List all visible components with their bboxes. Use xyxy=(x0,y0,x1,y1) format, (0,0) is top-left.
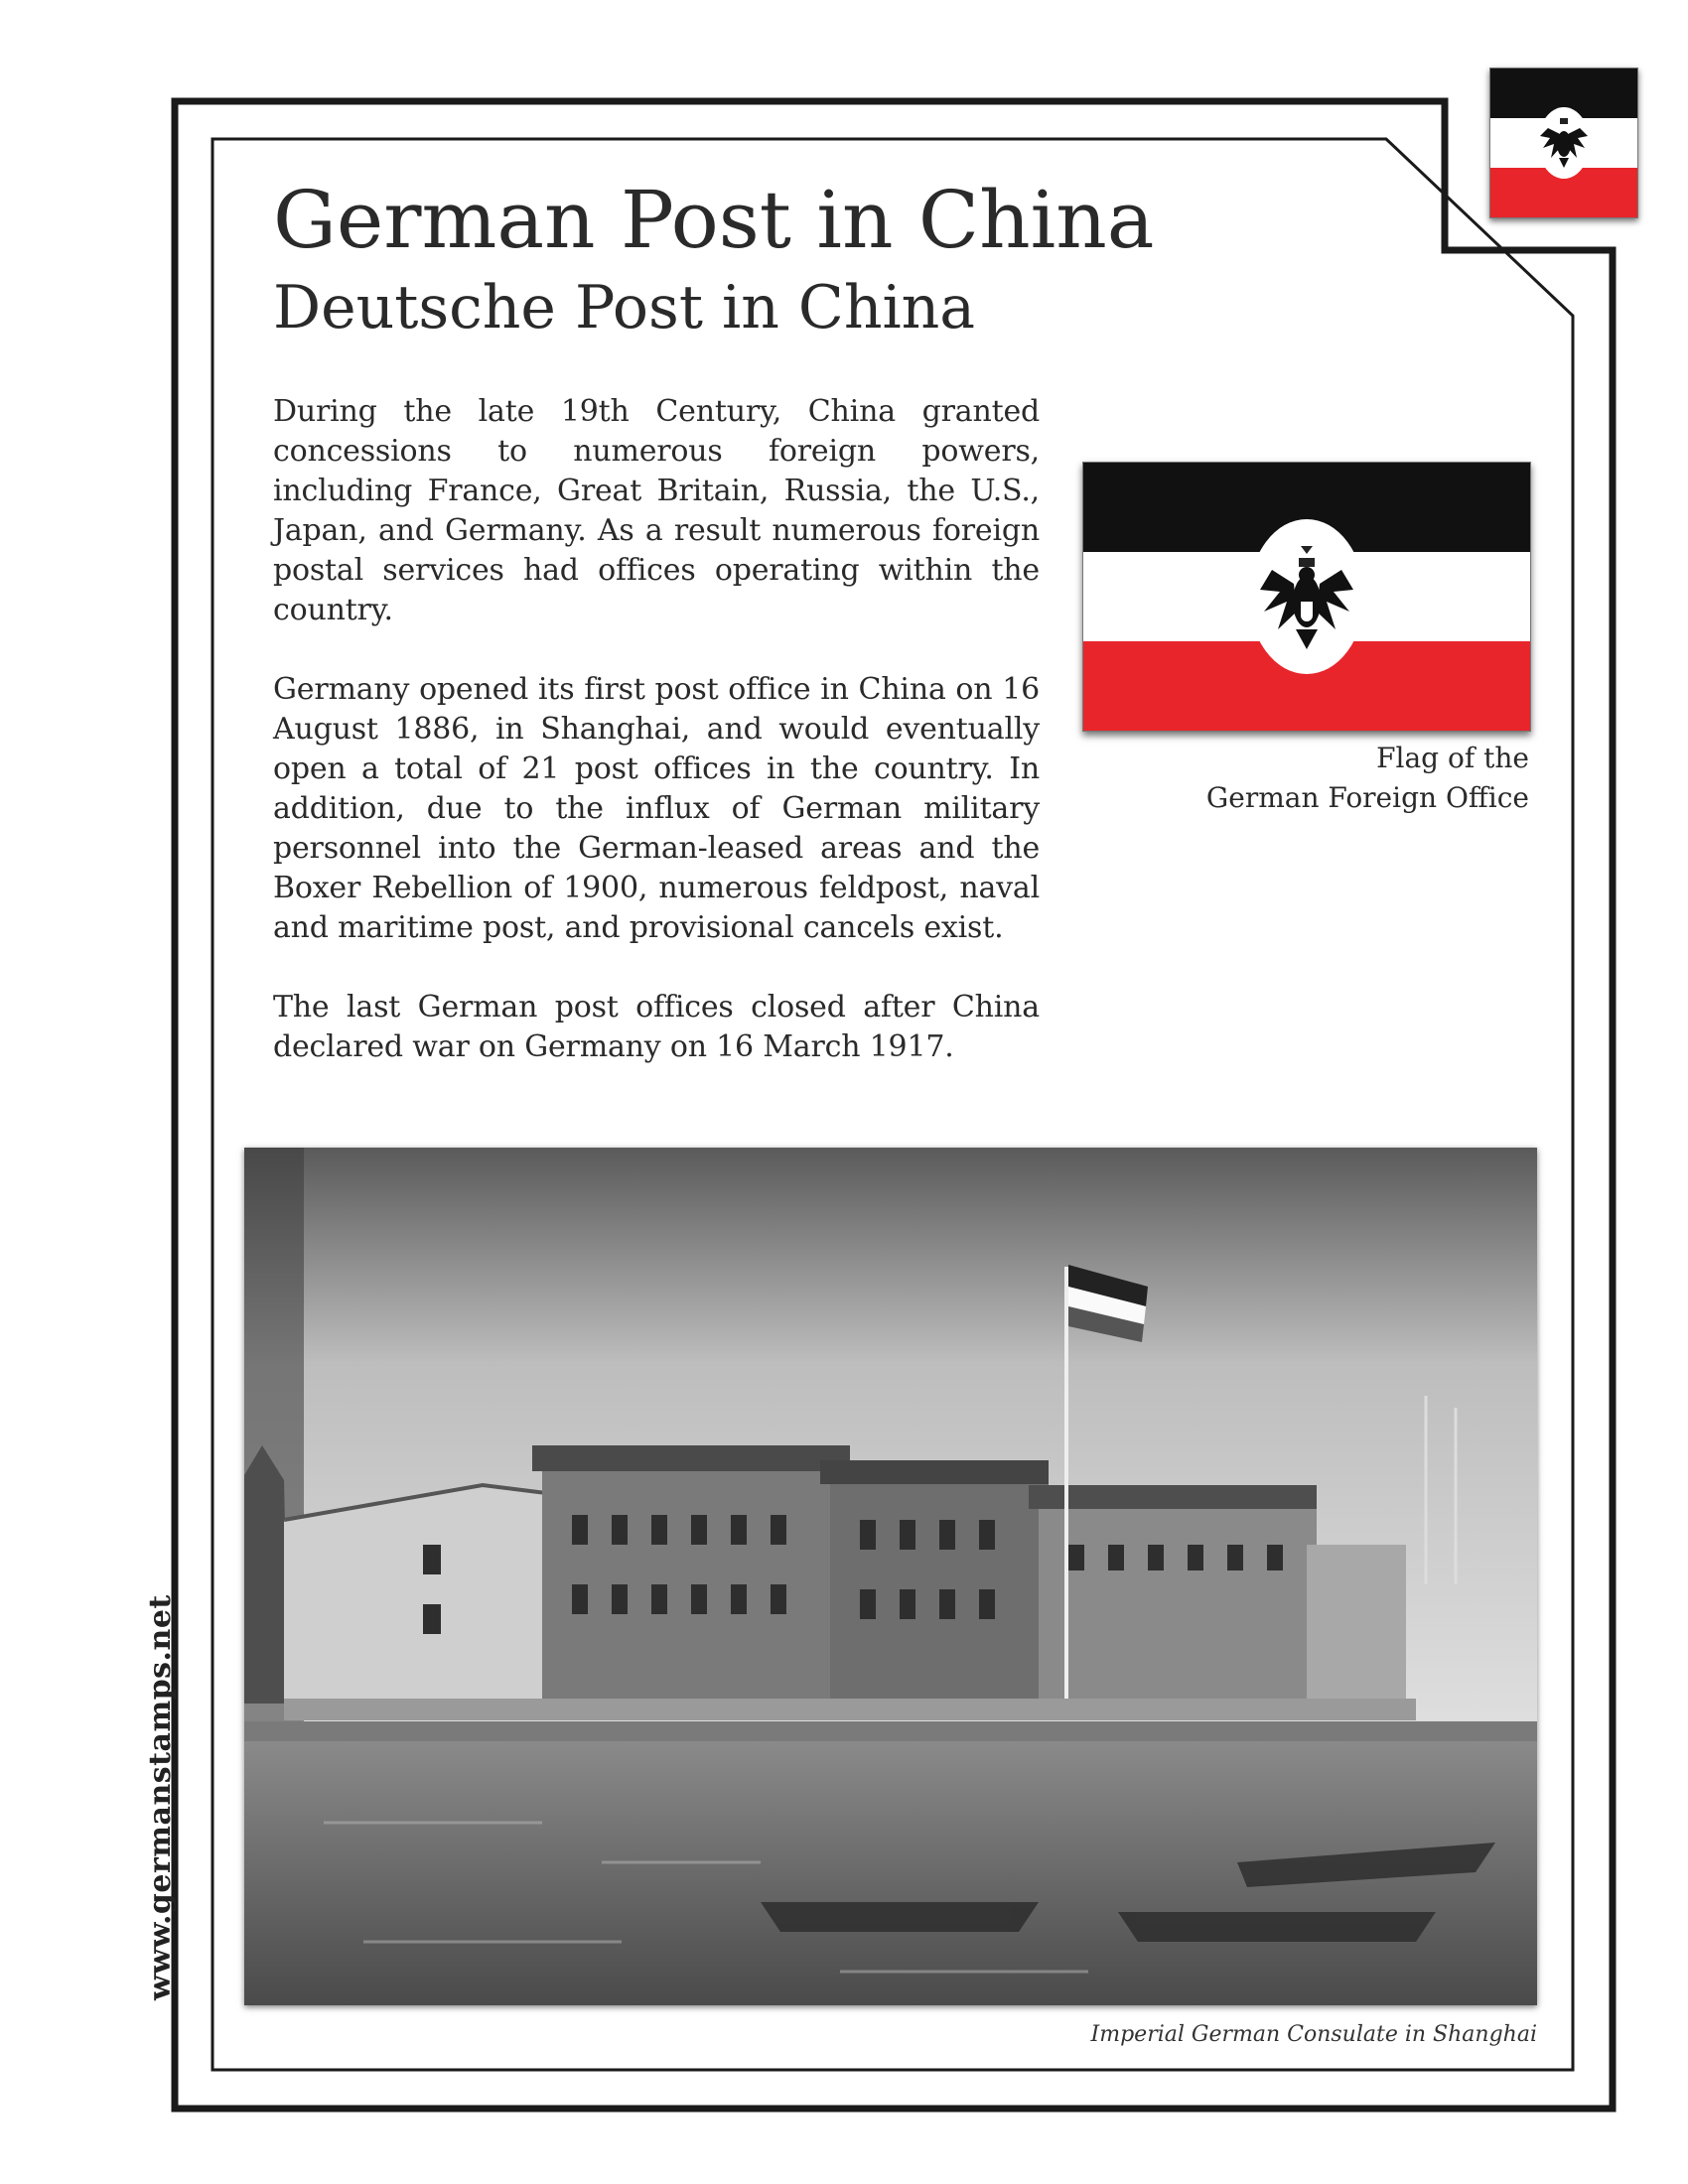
paragraph-closure: The last German post offices closed after China declared war on Germany on 16 March 1917. xyxy=(273,990,1040,1064)
flag-caption-line2: German Foreign Office xyxy=(1205,781,1529,814)
page-title: German Post in China xyxy=(273,174,1155,266)
page-subtitle: Deutsche Post in China xyxy=(273,273,976,342)
website-link[interactable]: www.germanstamps.net xyxy=(143,1594,178,2000)
photo-caption: Imperial German Consulate in Shanghai xyxy=(1090,2022,1537,2047)
flag-caption xyxy=(1132,739,1529,818)
paragraph-post-offices: Germany opened its first post office in China on 16 August 1886, in Shanghai, and would eventually open a total of 21 post offices in the country. In addition, due to the influx of German military personnel into the German-leased areas and the Boxer Rebellion of 1900, numerous feldpost, naval and maritime post, and provisional cancels exist. xyxy=(273,672,1040,945)
flag-caption-line1: Flag of the xyxy=(1376,742,1529,774)
corner-flag xyxy=(1489,68,1638,218)
eagle-emblem-icon xyxy=(1538,107,1590,179)
eagle-emblem-icon xyxy=(1249,519,1364,674)
paragraph-concessions: During the late 19th Century, China granted concessions to numerous foreign powers, including France, Great Britain, Russia, the U.S., Japan, and Germany. As a result numerous foreign postal services had offices operating within the country. xyxy=(273,394,1040,627)
foreign-office-flag xyxy=(1082,462,1531,732)
consulate-photo xyxy=(244,1148,1537,2005)
body-text xyxy=(273,392,1040,1107)
